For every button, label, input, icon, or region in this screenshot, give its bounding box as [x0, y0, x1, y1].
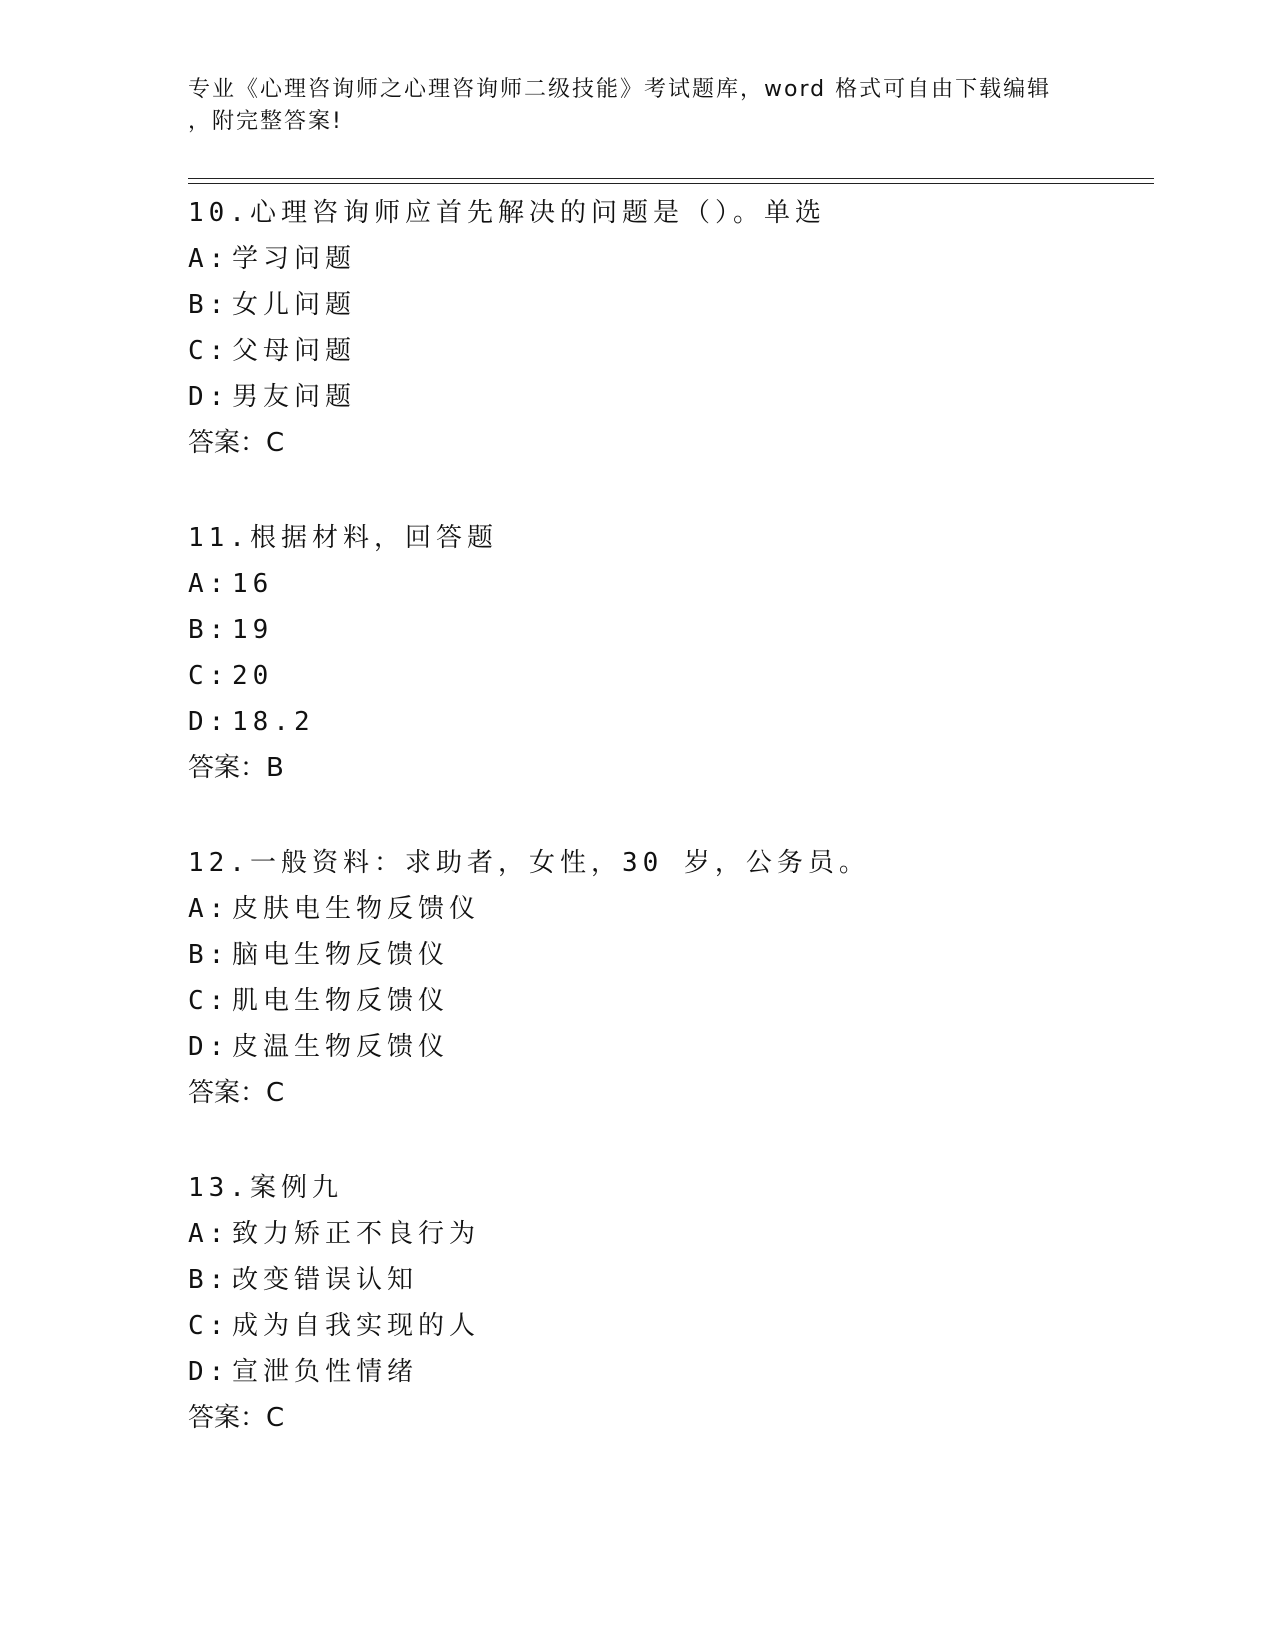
option-b: B: 19	[188, 615, 274, 645]
question-item	[188, 1165, 1148, 1441]
question-stem: 11.根据材料，回答题	[188, 523, 498, 553]
answer-line: 答案：C	[188, 428, 285, 458]
header-divider-bottom	[188, 183, 1154, 184]
option-b: B: 女儿问题	[188, 290, 357, 320]
option-c: C: 肌电生物反馈仪	[188, 986, 450, 1016]
question-stem: 13.案例九	[188, 1173, 343, 1203]
question-stem: 10.心理咨询师应首先解决的问题是（）。单选	[188, 198, 826, 228]
header-line-1: 专业《心理咨询师之心理咨询师二级技能》考试题库，word 格式可自由下载编辑	[188, 77, 1052, 102]
answer-line: 答案：B	[188, 753, 284, 783]
option-c: C: 20	[188, 661, 274, 691]
question-stem: 12.一般资料：求助者，女性，30 岁，公务员。	[188, 848, 870, 878]
header-divider-top	[188, 178, 1154, 179]
answer-line: 答案：C	[188, 1078, 285, 1108]
option-d: D: 男友问题	[188, 382, 357, 412]
option-d: D: 宣泄负性情绪	[188, 1357, 419, 1387]
option-d: D: 18.2	[188, 707, 315, 737]
question-item	[188, 190, 1148, 466]
option-a: A: 皮肤电生物反馈仪	[188, 894, 481, 924]
option-b: B: 脑电生物反馈仪	[188, 940, 450, 970]
document-header	[188, 74, 1068, 138]
option-a: A: 学习问题	[188, 244, 357, 274]
question-list	[188, 190, 1148, 1490]
option-d: D: 皮温生物反馈仪	[188, 1032, 450, 1062]
question-item	[188, 840, 1148, 1116]
option-c: C: 父母问题	[188, 336, 357, 366]
option-a: A: 16	[188, 569, 274, 599]
question-item	[188, 515, 1148, 791]
answer-line: 答案：C	[188, 1403, 285, 1433]
option-c: C: 成为自我实现的人	[188, 1311, 481, 1341]
option-a: A: 致力矫正不良行为	[188, 1219, 481, 1249]
option-b: B: 改变错误认知	[188, 1265, 419, 1295]
header-line-2: ，附完整答案!	[188, 109, 343, 134]
